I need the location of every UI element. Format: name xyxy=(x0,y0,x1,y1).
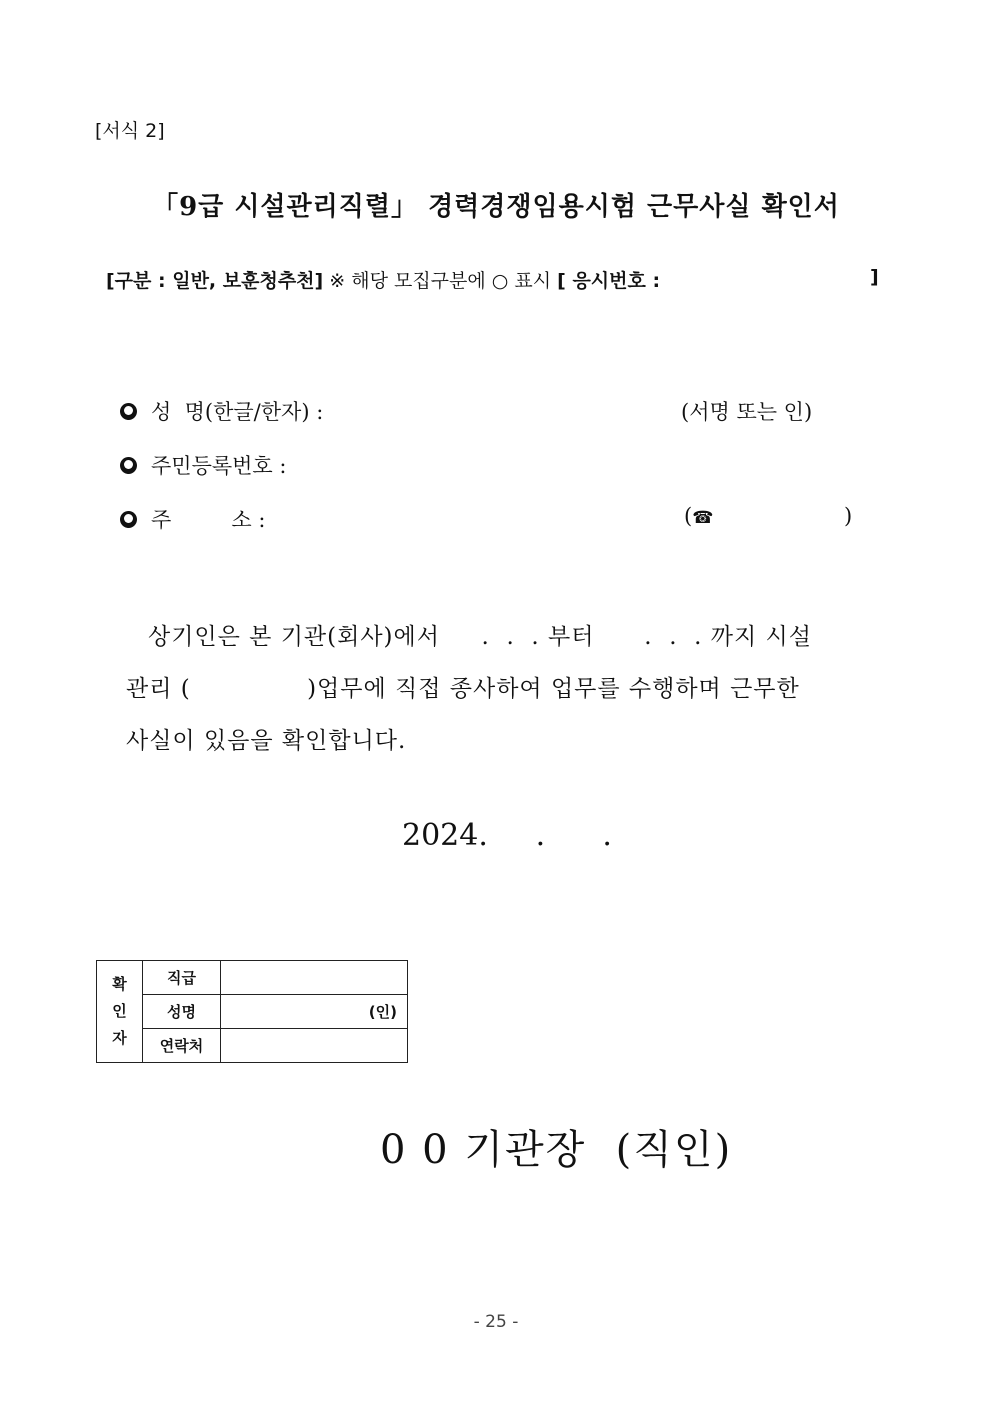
page-number: - 25 - xyxy=(473,1312,519,1332)
body-text-line-2: 관리 ( )업무에 직접 종사하여 업무를 수행하며 근무한 xyxy=(126,676,800,702)
body-text-line-3: 사실이 있음을 확인합니다. xyxy=(126,728,407,754)
confirmer-table xyxy=(96,960,408,1063)
circle-bullet-icon xyxy=(120,457,137,474)
institution-head-signature: 0 0 기관장 (직인) xyxy=(380,1127,733,1173)
date-line: 2024. . . xyxy=(402,818,612,853)
phone-field xyxy=(684,504,853,528)
name-signature-note: (서명 또는 인) xyxy=(681,400,813,424)
circle-bullet-icon xyxy=(120,403,137,420)
phone-close: ) xyxy=(844,504,853,528)
exam-number-close: ] xyxy=(870,266,879,288)
address-label: 주 소 : xyxy=(151,508,266,532)
rrn-field-row xyxy=(120,450,286,480)
document-title: 「9급 시설관리직렬」 경력경쟁임용시험 근무사실 확인서 xyxy=(152,192,840,222)
form-number-label: [서식 2] xyxy=(95,120,165,142)
seal-mark: (인) xyxy=(221,995,408,1029)
name-label: 성 명(한글/한자) : xyxy=(151,400,324,424)
confirmer-side-label: 확 인 자 xyxy=(97,961,143,1063)
phone-icon: ☎ xyxy=(692,508,714,528)
contact-label: 연락처 xyxy=(143,1029,221,1063)
exam-number-label: [ 응시번호 : xyxy=(557,270,661,292)
name-label: 성명 xyxy=(143,995,221,1029)
rank-label: 직급 xyxy=(143,961,221,995)
circle-bullet-icon xyxy=(120,511,137,528)
table-row xyxy=(97,961,408,995)
contact-value xyxy=(221,1029,408,1063)
category-line xyxy=(106,266,879,293)
category-label: [구분 : 일반, 보훈청추천] xyxy=(106,270,324,292)
rrn-label: 주민등록번호 : xyxy=(151,454,287,478)
table-row xyxy=(97,1029,408,1063)
phone-open: ( xyxy=(684,504,693,528)
name-field-row xyxy=(120,396,323,426)
table-row xyxy=(97,995,408,1029)
body-text-line-1: 상기인은 본 기관(회사)에서 . . . 부터 . . . 까지 시설 xyxy=(148,624,812,650)
category-note: ※ 해당 모집구분에 ○ 표시 xyxy=(323,270,558,292)
rank-value xyxy=(221,961,408,995)
address-field-row xyxy=(120,504,265,534)
